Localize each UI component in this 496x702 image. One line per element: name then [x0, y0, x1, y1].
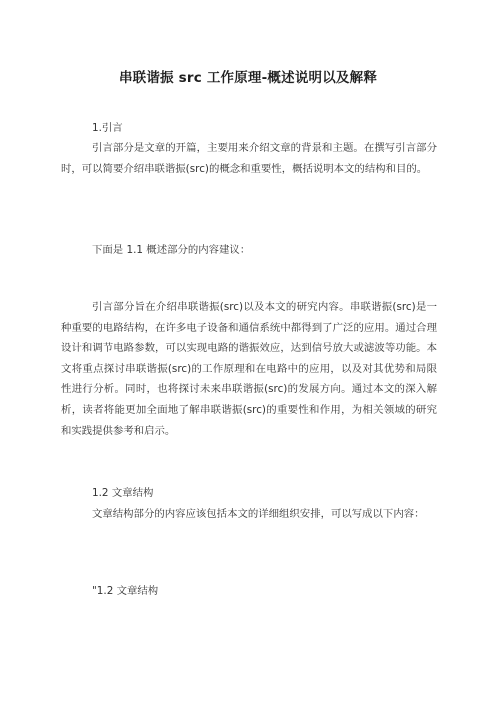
document-title: 串联谐振 src 工作原理-概述说明以及解释 [118, 70, 378, 86]
section-heading-introduction: 1.引言 [92, 122, 123, 134]
quoted-heading-article-structure: "1.2 文章结构 [92, 585, 159, 597]
section-heading-article-structure: 1.2 文章结构 [92, 487, 154, 499]
paragraph-introduction-summary: 引言部分是文章的开篇，主要用来介绍文章的背景和主题。在撰写引言部分时，可以简要介绍串联谐振(src)的概念和重要性，概括说明本文的结构和目的。 [61, 142, 437, 175]
paragraph-overview-body: 引言部分旨在介绍串联谐振(src)以及本文的研究内容。串联谐振(src)是一种重要的电路结构，在许多电子设备和通信系统中都得到了广泛的应用。通过合理设计和调节电路参数，可以实现电路的谐振效应，达到信号放大或滤波等功能。本文将重点探讨串联谐振(src)的工作原理和在电路中的应用，以及对其优势和局限性进行分析。同时，也将探讨未来串联谐振(src)的发展方向。通过本文的深入解析，读者将能更加全面地了解串联谐振(src)的重要性和作用，为相关领域的研究和实践提供参考和启示。 [61, 301, 437, 437]
paragraph-overview-suggestion: 下面是 1.1 概述部分的内容建议： [92, 244, 251, 256]
paragraph-article-structure: 文章结构部分的内容应该包括本文的详细组织安排，可以写成以下内容： [92, 508, 425, 520]
